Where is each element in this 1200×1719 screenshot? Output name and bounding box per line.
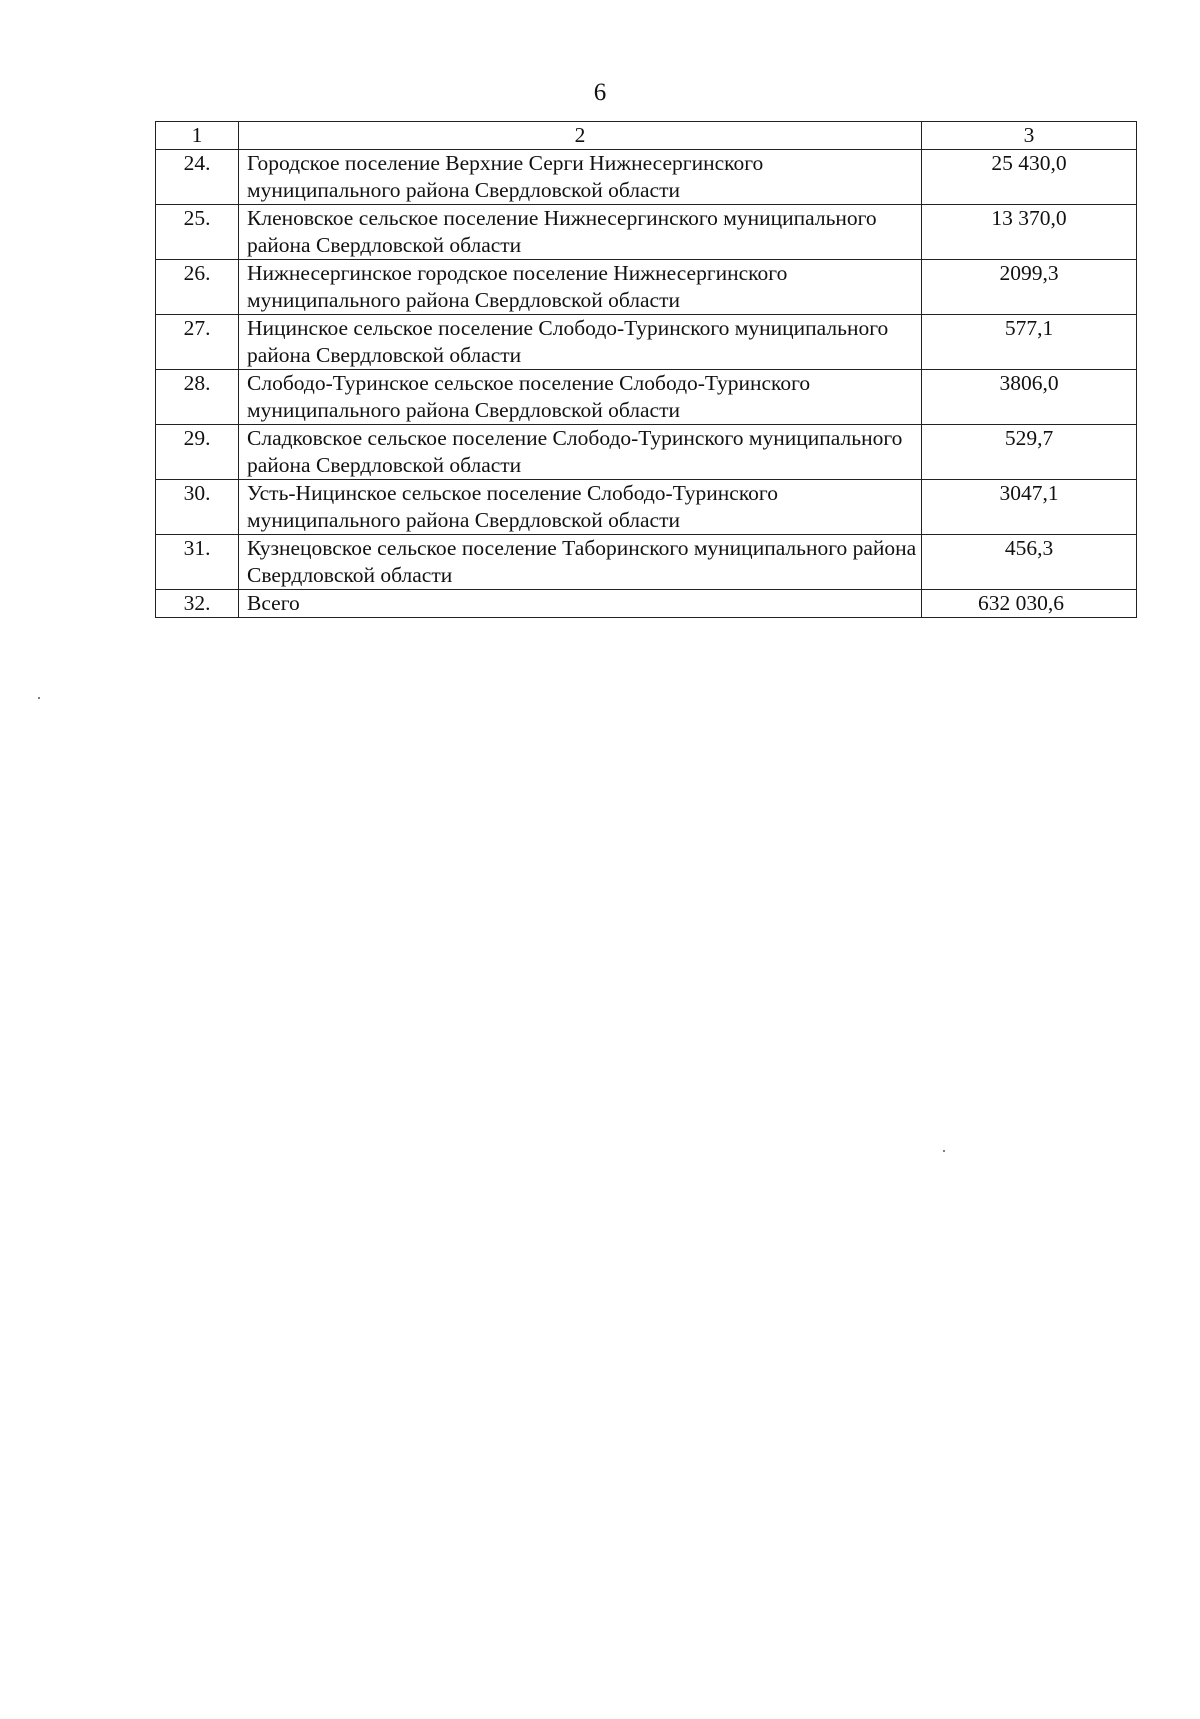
row-number: 29. xyxy=(156,425,239,480)
row-name: Кузнецовское сельское поселение Таборинского муниципального района Свердловской области xyxy=(239,535,922,590)
total-value: 632 030,6 xyxy=(922,590,1137,618)
row-name: Усть-Ницинское сельское поселение Слободо-Туринского муниципального района Свердловской области xyxy=(239,480,922,535)
row-value: 2099,3 xyxy=(922,260,1137,315)
row-name: Ницинское сельское поселение Слободо-Туринского муниципального района Свердловской области xyxy=(239,315,922,370)
row-number: 30. xyxy=(156,480,239,535)
allocation-table xyxy=(155,121,1137,618)
row-name: Слободо-Туринское сельское поселение Слободо-Туринского муниципального района Свердловской области xyxy=(239,370,922,425)
column-header-number: 1 xyxy=(156,122,239,150)
table-total-row xyxy=(156,590,1137,618)
table-row xyxy=(156,205,1137,260)
row-number: 28. xyxy=(156,370,239,425)
table-row xyxy=(156,535,1137,590)
table-row xyxy=(156,315,1137,370)
total-number: 32. xyxy=(156,590,239,618)
table-row xyxy=(156,425,1137,480)
row-value: 529,7 xyxy=(922,425,1137,480)
row-value: 25 430,0 xyxy=(922,150,1137,205)
row-name: Городское поселение Верхние Серги Нижнесергинского муниципального района Свердловской области xyxy=(239,150,922,205)
row-name: Кленовское сельское поселение Нижнесергинского муниципального района Свердловской области xyxy=(239,205,922,260)
row-name: Сладковское сельское поселение Слободо-Туринского муниципального района Свердловской области xyxy=(239,425,922,480)
column-header-name: 2 xyxy=(239,122,922,150)
table-row xyxy=(156,370,1137,425)
scan-speck xyxy=(943,1150,945,1152)
column-header-value: 3 xyxy=(922,122,1137,150)
table-row xyxy=(156,260,1137,315)
scan-speck xyxy=(38,697,40,699)
total-label: Всего xyxy=(239,590,922,618)
page-number: 6 xyxy=(593,79,607,106)
row-number: 24. xyxy=(156,150,239,205)
row-name: Нижнесергинское городское поселение Нижнесергинского муниципального района Свердловской области xyxy=(239,260,922,315)
row-number: 26. xyxy=(156,260,239,315)
table-row xyxy=(156,150,1137,205)
row-value: 3806,0 xyxy=(922,370,1137,425)
table-header-row xyxy=(156,122,1137,150)
row-value: 3047,1 xyxy=(922,480,1137,535)
row-value: 456,3 xyxy=(922,535,1137,590)
row-number: 27. xyxy=(156,315,239,370)
row-value: 577,1 xyxy=(922,315,1137,370)
row-number: 31. xyxy=(156,535,239,590)
row-number: 25. xyxy=(156,205,239,260)
table-row xyxy=(156,480,1137,535)
row-value: 13 370,0 xyxy=(922,205,1137,260)
